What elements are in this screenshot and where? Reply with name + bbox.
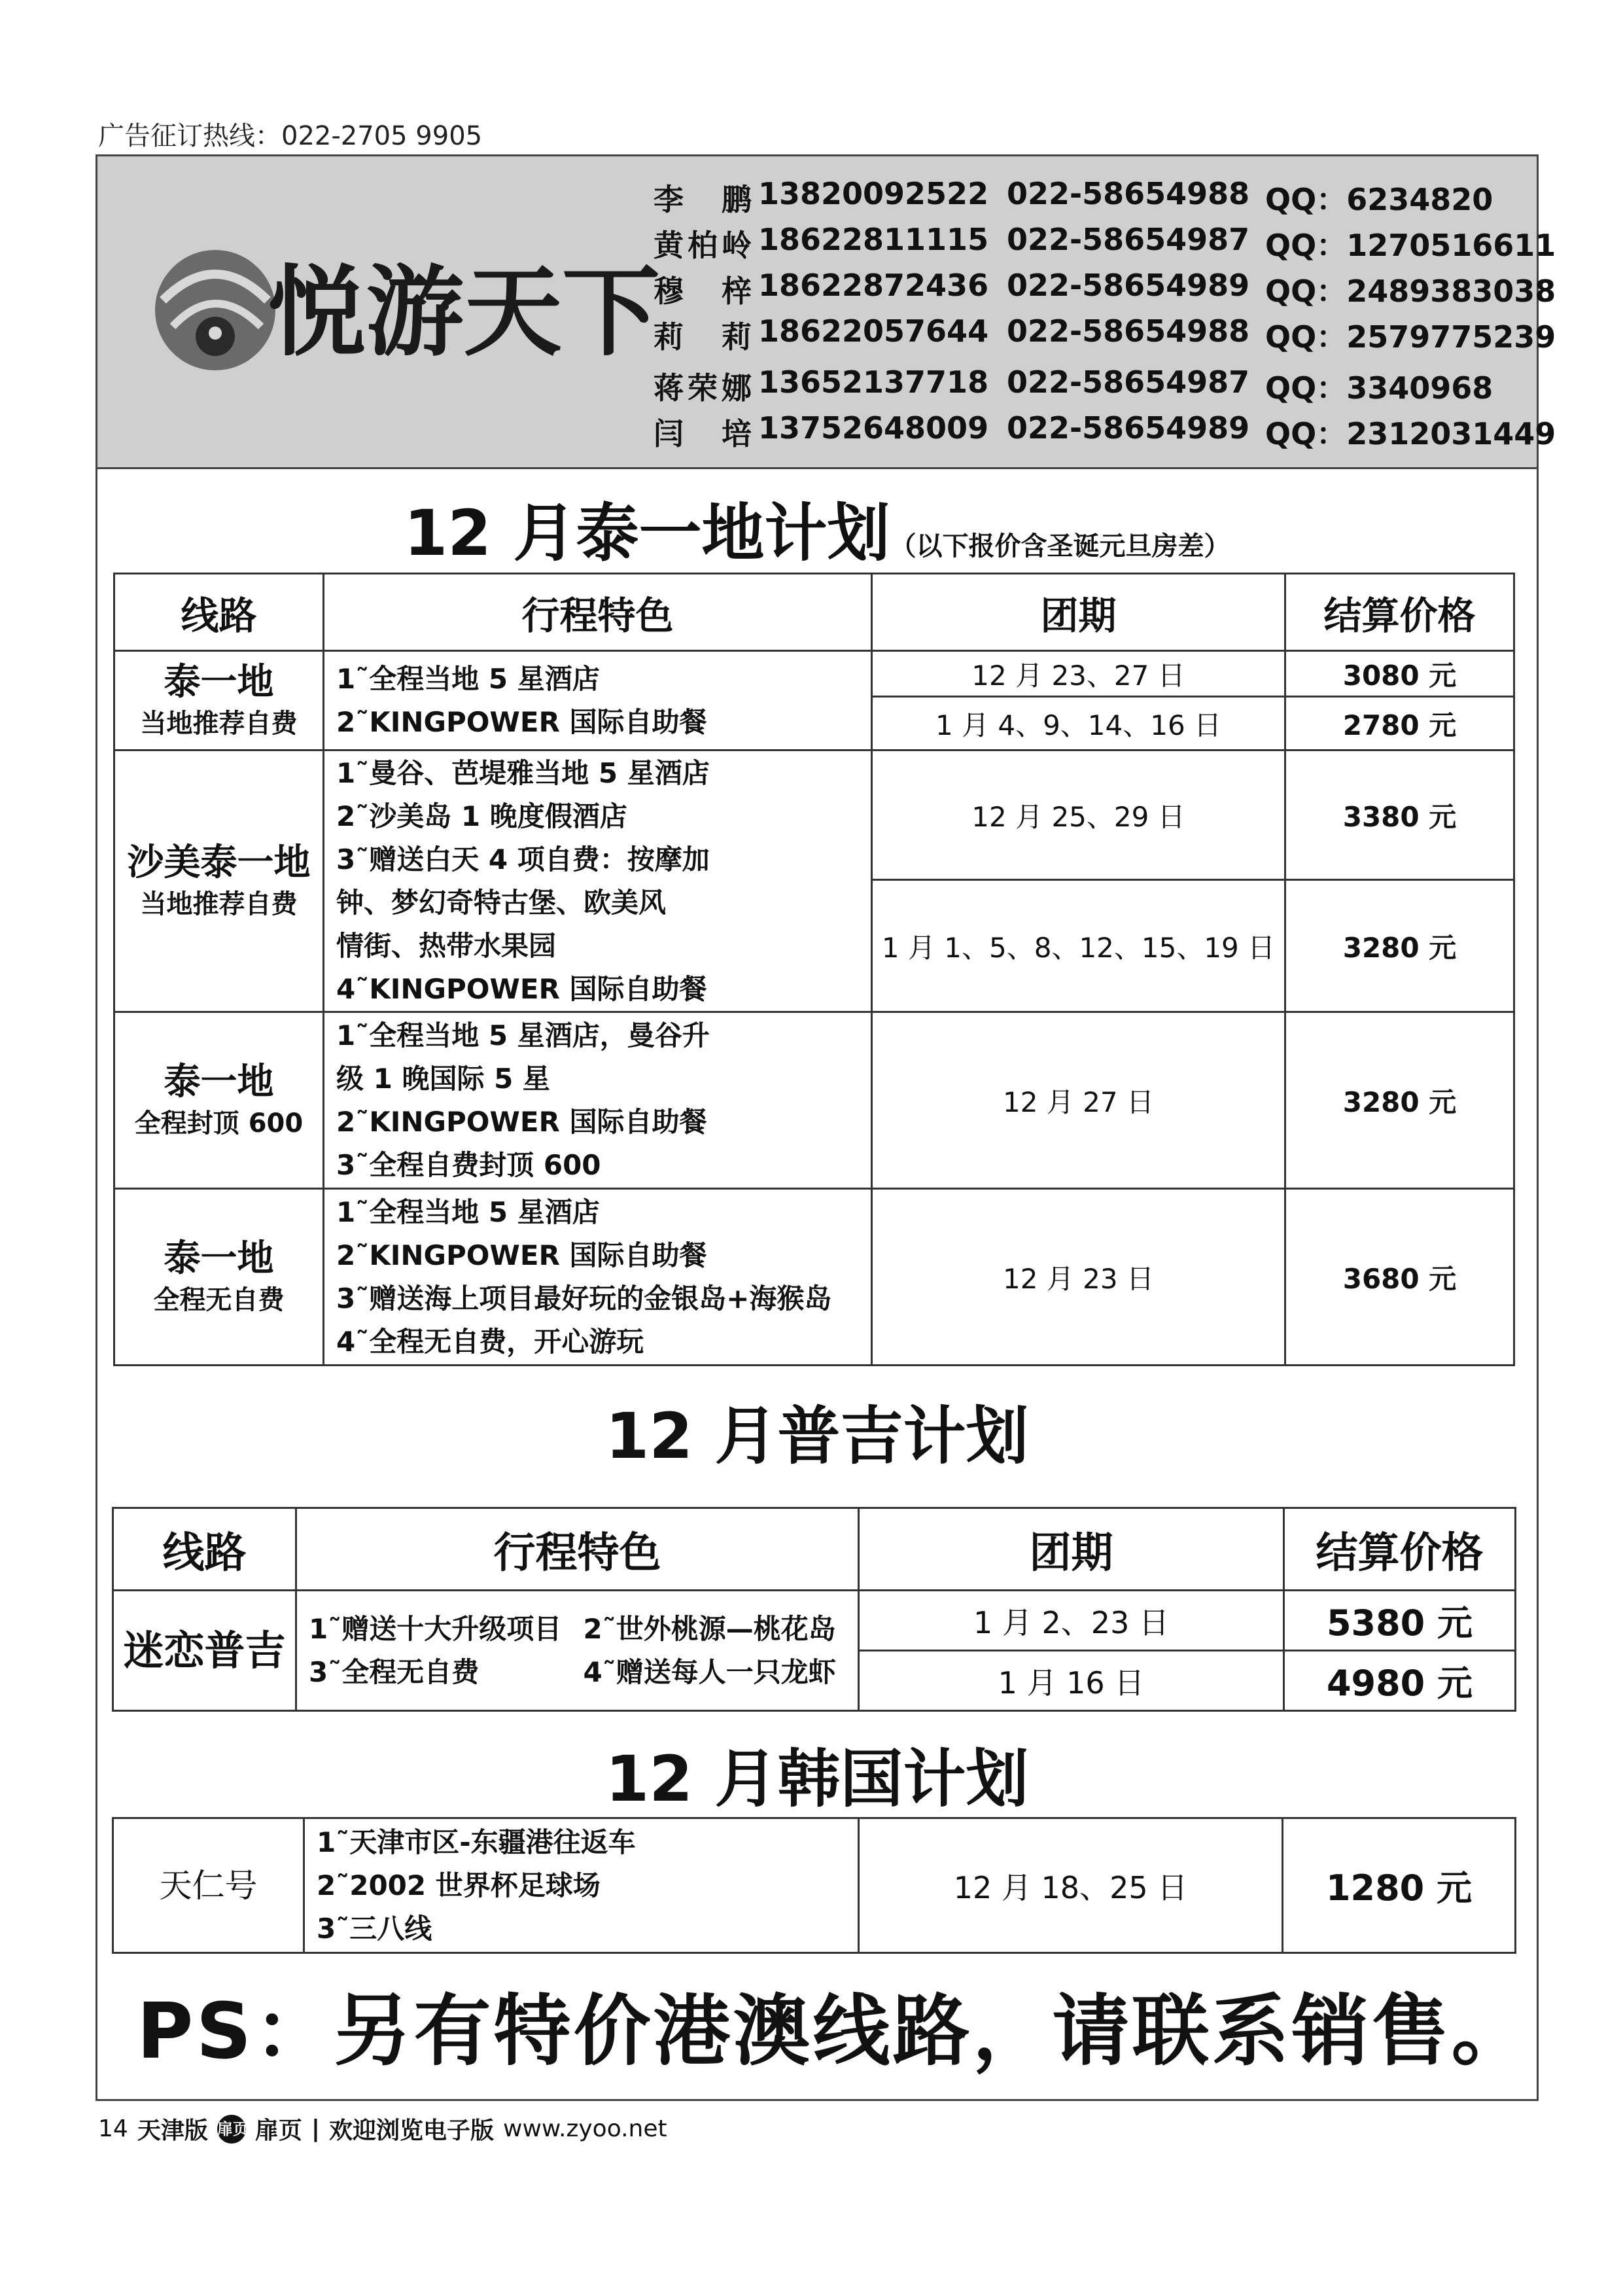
feature-line: 3˜赠送海上项目最好玩的金银岛+海猴岛: [336, 1282, 832, 1315]
ps-note: PS：另有特价港澳线路，请联系销售。: [137, 1986, 1531, 2076]
date-cell: 12 月 27 日: [872, 1012, 1285, 1189]
contact-qq: QQ：2579775239: [1265, 319, 1556, 355]
price-cell: 5380 元: [1284, 1591, 1516, 1651]
features-cell: [324, 1012, 872, 1189]
contact-tel: 022-58654988: [1007, 176, 1250, 211]
website-link[interactable]: www.zyoo.net: [503, 2115, 667, 2142]
col-header-features: 行程特色: [324, 574, 872, 651]
features-cell: [304, 1818, 859, 1953]
table-row: [114, 1189, 1514, 1366]
price-cell: 3680 元: [1285, 1189, 1514, 1366]
table-row: [114, 651, 1514, 697]
welcome-text: 欢迎浏览电子版: [329, 2117, 495, 2144]
contact-tel: 022-58654987: [1007, 222, 1250, 257]
route-cell: [113, 1591, 296, 1711]
col-header-features: 行程特色: [296, 1508, 859, 1591]
route-cell: [113, 1818, 304, 1953]
contact-qq: QQ：6234820: [1265, 182, 1493, 217]
col-header-dates: 团期: [872, 574, 1285, 651]
contact-qq: QQ：1270516611: [1265, 228, 1556, 263]
contact-mobile: 13752648009: [758, 410, 989, 446]
contact-name: 黄柏岭: [654, 228, 752, 263]
route-subtitle: 全程无自费: [153, 1284, 285, 1315]
contact-name: 莉莉: [654, 319, 752, 355]
contact-name: 蒋荣娜: [654, 370, 752, 406]
table-header-row: [113, 1508, 1516, 1591]
feature-line: 级 1 晚国际 5 星: [336, 1062, 550, 1095]
thai-plan-table: [113, 573, 1515, 1366]
korea-plan-table: [112, 1817, 1516, 1954]
feature-line: 1˜全程当地 5 星酒店，曼谷升: [336, 1019, 710, 1051]
table-row: [113, 1818, 1516, 1953]
phuket-plan-title: 12 月普吉计划: [605, 1400, 1029, 1473]
route-cell: [114, 1189, 324, 1366]
route-cell: [114, 1012, 324, 1189]
feature-line: 2˜KINGPOWER 国际自助餐: [336, 1239, 707, 1271]
feature-line: 1˜全程当地 5 星酒店: [336, 1195, 600, 1228]
table-row: [113, 1591, 1516, 1651]
agency-logo: [137, 222, 673, 392]
price-cell: 1280 元: [1283, 1818, 1516, 1953]
page-footer: [98, 2112, 667, 2146]
date-cell: 12 月 23、27 日: [872, 651, 1285, 697]
feature-line: 3˜三八线: [317, 1912, 432, 1945]
edition-label: 天津版: [137, 2117, 208, 2144]
feature-line: 2˜2002 世界杯足球场: [317, 1869, 601, 1901]
feature-line: 1˜全程当地 5 星酒店: [336, 662, 600, 695]
date-cell: 1 月 4、9、14、16 日: [872, 697, 1285, 751]
contact-name: 闫培: [654, 416, 752, 451]
route-cell: [114, 751, 324, 1012]
col-header-route: 线路: [114, 574, 324, 651]
contact-mobile: 18622811115: [758, 222, 989, 257]
phuket-plan-table: [112, 1507, 1516, 1712]
contact-mobile: 13820092522: [758, 176, 989, 211]
feature-line: 3˜全程自费封顶 600: [336, 1148, 601, 1181]
feature-line: 4˜KINGPOWER 国际自助餐: [336, 972, 707, 1005]
col-header-price: 结算价格: [1284, 1508, 1516, 1591]
route-name: 沙美泰一地: [127, 841, 311, 884]
korea-plan-title: 12 月韩国计划: [605, 1742, 1029, 1816]
agency-header: [97, 156, 1556, 469]
contact-row: [654, 364, 1530, 410]
feature-item: 1˜赠送十大升级项目: [309, 1612, 562, 1645]
contact-qq: QQ：3340968: [1265, 370, 1493, 406]
feature-line: 情街、热带水果园: [336, 929, 557, 962]
feature-item: 4˜赠送每人一只龙虾: [583, 1655, 836, 1688]
features-cell: [324, 751, 872, 1012]
thai-plan-title: [97, 484, 1537, 573]
features-cell: [296, 1591, 859, 1711]
feature-line: 4˜全程无自费，开心游玩: [336, 1325, 644, 1358]
ad-hotline: 广告征订热线：022-2705 9905: [98, 121, 483, 151]
contact-qq: QQ：2312031449: [1265, 416, 1556, 451]
feature-item: 2˜世外桃源—桃花岛: [583, 1612, 836, 1645]
route-subtitle: 当地推荐自费: [140, 889, 298, 919]
date-cell: 1 月 1、5、8、12、15、19 日: [872, 880, 1285, 1012]
price-cell: 3280 元: [1285, 880, 1514, 1012]
features-cell: [324, 651, 872, 751]
feature-line: 2˜KINGPOWER 国际自助餐: [336, 705, 707, 738]
contact-mobile: 13652137718: [758, 364, 989, 400]
footer-divider: |: [311, 2115, 320, 2142]
route-name: 泰一地: [164, 1237, 274, 1280]
ad-frame: [96, 154, 1556, 2101]
contact-mobile: 18622057644: [758, 313, 989, 349]
contact-row: [654, 176, 1530, 222]
feature-line: 2˜KINGPOWER 国际自助餐: [336, 1105, 707, 1138]
contact-row: [654, 222, 1556, 268]
route-cell: [114, 651, 324, 751]
contact-row: [654, 268, 1556, 313]
price-cell: 2780 元: [1285, 697, 1514, 751]
logo-text: 悦游天下: [268, 256, 661, 370]
feature-line: 1˜天津市区-东疆港往返车: [317, 1826, 636, 1858]
contact-qq: QQ：2489383038: [1265, 274, 1556, 309]
table-header-row: [114, 574, 1514, 651]
contact-tel: 022-58654989: [1007, 410, 1250, 446]
table-row: [114, 751, 1514, 880]
table-row: [114, 1012, 1514, 1189]
contact-row: [654, 410, 1556, 456]
price-cell: 3380 元: [1285, 751, 1514, 880]
magazine-icon: 扉页: [217, 2115, 246, 2144]
route-name: 泰一地: [164, 1060, 274, 1103]
feature-line: [309, 1651, 858, 1694]
feature-line: [309, 1608, 858, 1651]
date-cell: 1 月 16 日: [859, 1651, 1284, 1711]
section-label: 扉页: [254, 2117, 302, 2144]
contact-row: [654, 313, 1556, 359]
route-name: 迷恋普吉: [123, 1626, 286, 1674]
route-subtitle: 全程封顶 600: [134, 1108, 304, 1139]
date-cell: 12 月 18、25 日: [859, 1818, 1283, 1953]
price-cell: 3080 元: [1285, 651, 1514, 697]
contact-name: 李鹏: [654, 182, 752, 217]
date-cell: 12 月 25、29 日: [872, 751, 1285, 880]
features-cell: [324, 1189, 872, 1366]
col-header-route: 线路: [113, 1508, 296, 1591]
feature-line: 1˜曼谷、芭堤雅当地 5 星酒店: [336, 756, 710, 789]
contact-mobile: 18622872436: [758, 268, 989, 303]
contact-tel: 022-58654987: [1007, 364, 1250, 400]
page-number: 14: [98, 2115, 128, 2142]
date-cell: 12 月 23 日: [872, 1189, 1285, 1366]
route-name: 天仁号: [159, 1866, 258, 1905]
route-subtitle: 当地推荐自费: [140, 708, 298, 739]
col-header-dates: 团期: [859, 1508, 1284, 1591]
price-cell: 4980 元: [1284, 1651, 1516, 1711]
feature-line: 钟、梦幻奇特古堡、欧美风: [336, 886, 667, 919]
route-name: 泰一地: [164, 660, 274, 703]
contact-tel: 022-58654989: [1007, 268, 1250, 303]
feature-line: 3˜赠送白天 4 项自费：按摩加: [336, 843, 710, 875]
price-cell: 3280 元: [1285, 1012, 1514, 1189]
date-cell: 1 月 2、23 日: [859, 1591, 1284, 1651]
contact-tel: 022-58654988: [1007, 313, 1250, 349]
contact-name: 穆梓: [654, 274, 752, 309]
feature-item: 3˜全程无自费: [309, 1655, 480, 1688]
col-header-price: 结算价格: [1285, 574, 1514, 651]
globe-icon: [155, 250, 275, 370]
thai-title-text: 12 月泰一地计划: [404, 497, 890, 570]
thai-title-note: （以下报价含圣诞元旦房差）: [890, 531, 1230, 561]
feature-line: 2˜沙美岛 1 晚度假酒店: [336, 800, 627, 832]
